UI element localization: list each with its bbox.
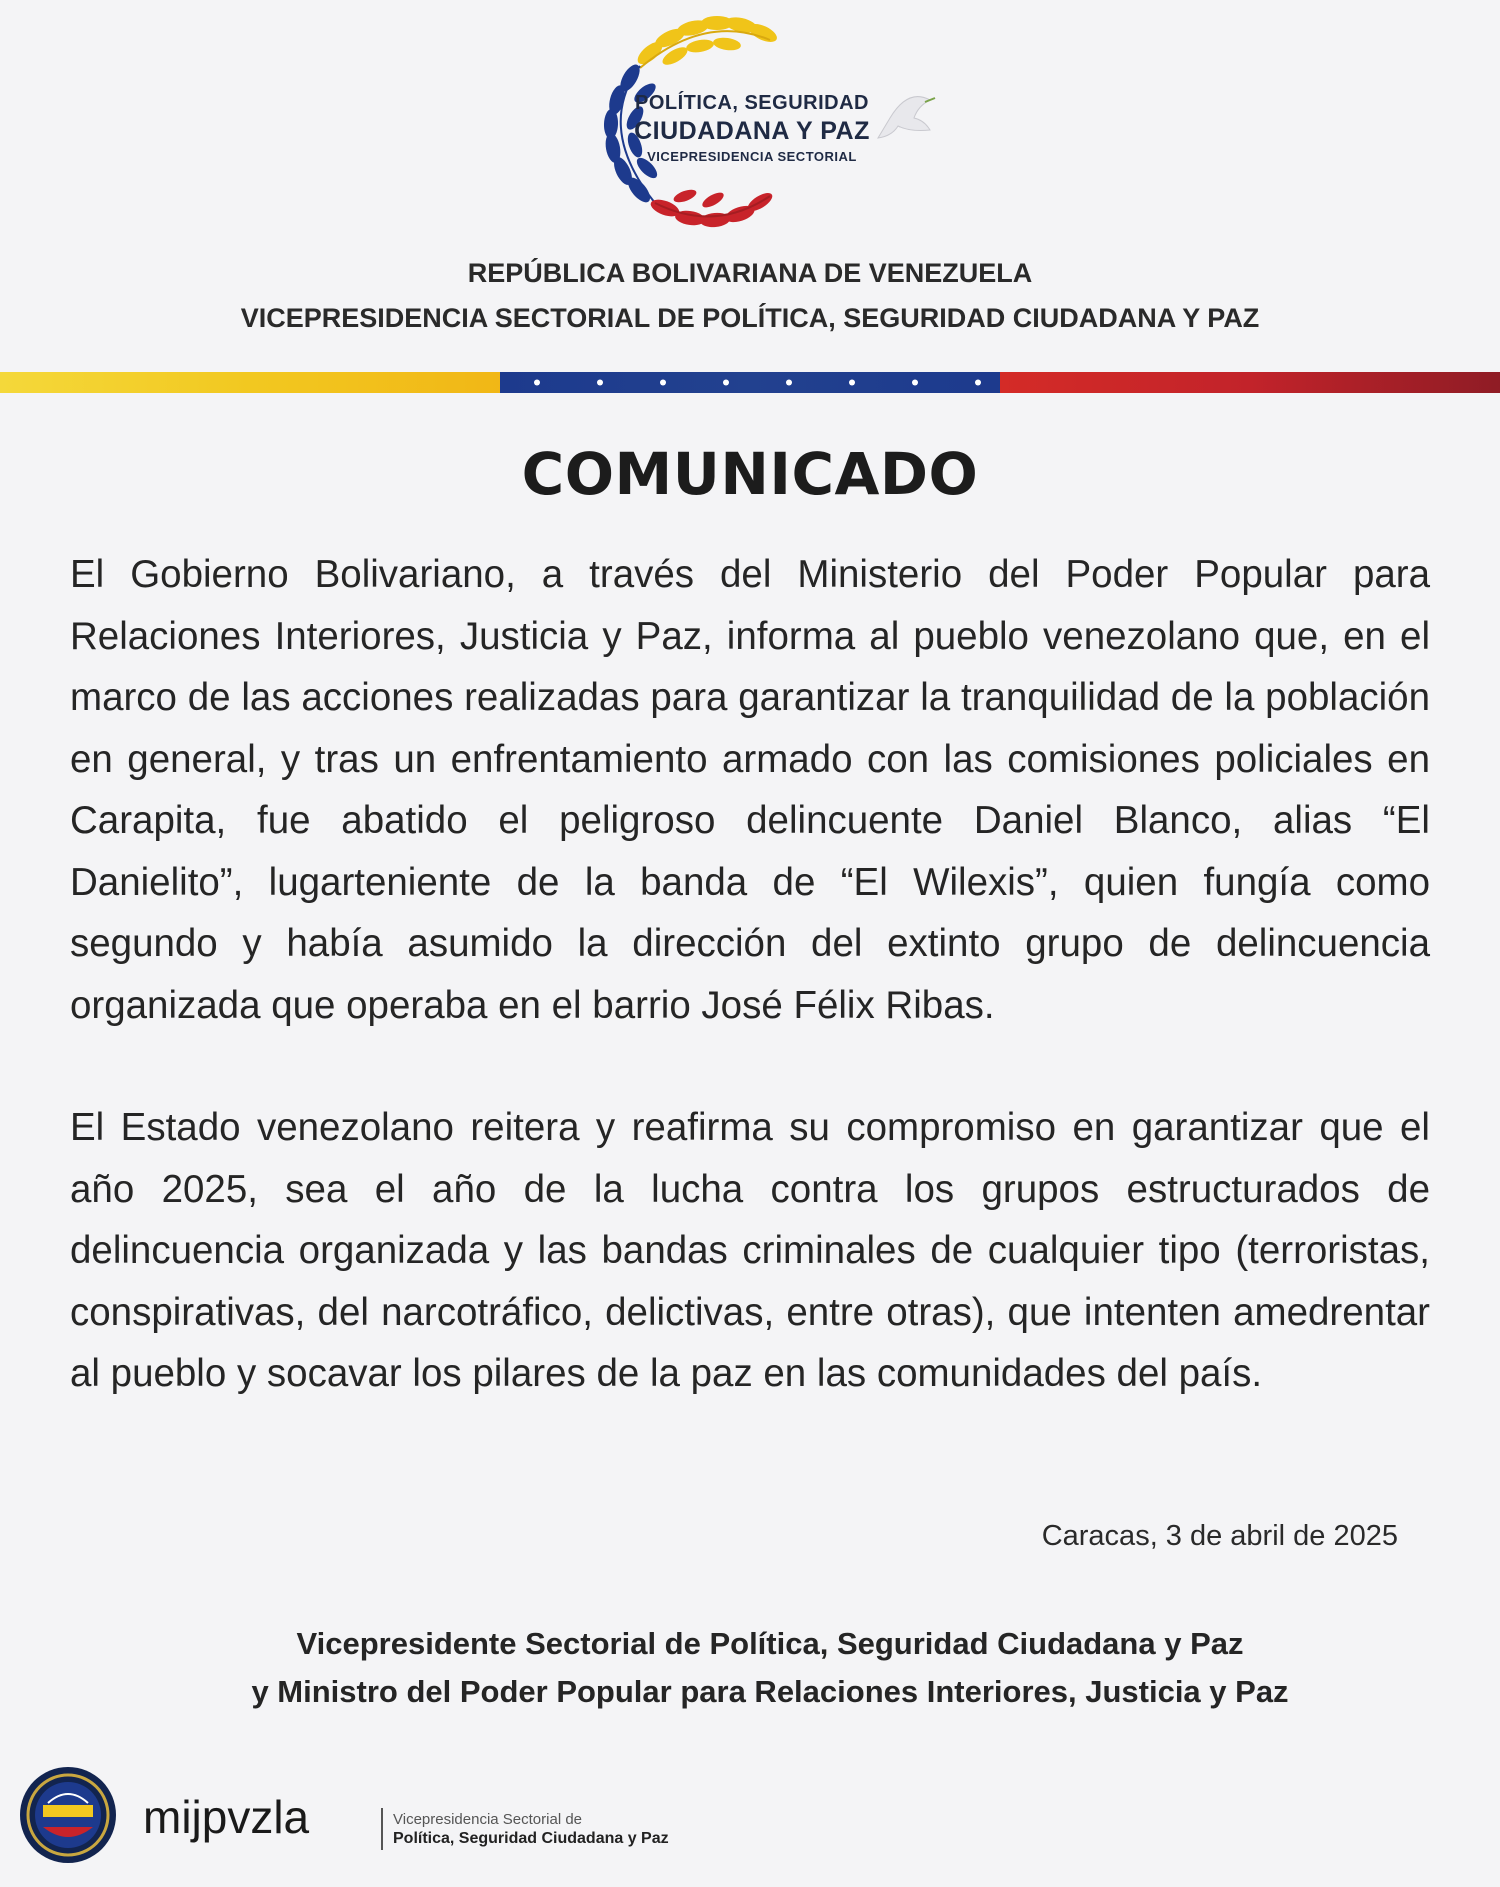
- page-title: COMUNICADO: [521, 440, 979, 508]
- footer-divider: [381, 1808, 383, 1850]
- flag-tricolor-band: [0, 372, 1500, 393]
- signature-line-2: y Ministro del Poder Popular para Relaciones Interiores, Justicia y Paz: [251, 1674, 1289, 1709]
- header-country: REPÚBLICA BOLIVARIANA DE VENEZUELA: [467, 258, 1033, 288]
- signature-line-1: Vicepresidente Sectorial de Política, Seguridad Ciudadana y Paz: [296, 1626, 1244, 1661]
- logo-line-1: POLÍTICA, SEGURIDAD: [635, 92, 869, 114]
- band-yellow: [0, 372, 500, 393]
- band-blue: [500, 372, 1000, 393]
- instagram-handle[interactable]: mijpvzla: [143, 1791, 310, 1843]
- band-stars: [500, 372, 1000, 393]
- logo-line-2: CIUDADANA Y PAZ: [634, 117, 870, 145]
- logo-line-3: VICEPRESIDENCIA SECTORIAL: [647, 149, 857, 164]
- band-red: [1000, 372, 1500, 393]
- footer-brand: [393, 1811, 669, 1848]
- logo-wordmark: [622, 92, 882, 164]
- body-paragraph-2: El Estado venezolano reitera y reafirma su compromiso en garantizar que el año 2025, sea el año de la lucha contra los grupos estructurados de delincuencia organizada y las bandas criminales de cualquier tipo (terroristas, conspirativas, del narcotráfico, delictivas, entre otras), que intenten amedrentar al pueblo y socavar los pilares de la paz en las comunidades del país.: [70, 1106, 1430, 1395]
- body-paragraph-1: El Gobierno Bolivariano, a través del Ministerio del Poder Popular para Relaciones Interiores, Justicia y Paz, informa al pueblo venezolano que, en el marco de las acciones realizadas para garantizar la tranquilidad de la población en general, y tras un enfrentamiento armado con las comisiones policiales en Carapita, fue abatido el peligroso delincuente Daniel Blanco, alias “El Danielito”, lugarteniente de la banda de “El Wilexis”, quien fungía como segundo y había asumido la dirección del extinto grupo de delincuencia organizada que operaba en el barrio José Félix Ribas.: [70, 553, 1430, 1027]
- header-institution: VICEPRESIDENCIA SECTORIAL DE POLÍTICA, SEGURIDAD CIUDADANA Y PAZ: [240, 303, 1260, 333]
- date-line: Caracas, 3 de abril de 2025: [1041, 1520, 1398, 1552]
- footer-brand-line-2: Política, Seguridad Ciudadana y Paz: [393, 1830, 669, 1847]
- ministry-emblem-icon: [18, 1765, 118, 1865]
- footer-brand-line-1: Vicepresidencia Sectorial de: [393, 1811, 583, 1828]
